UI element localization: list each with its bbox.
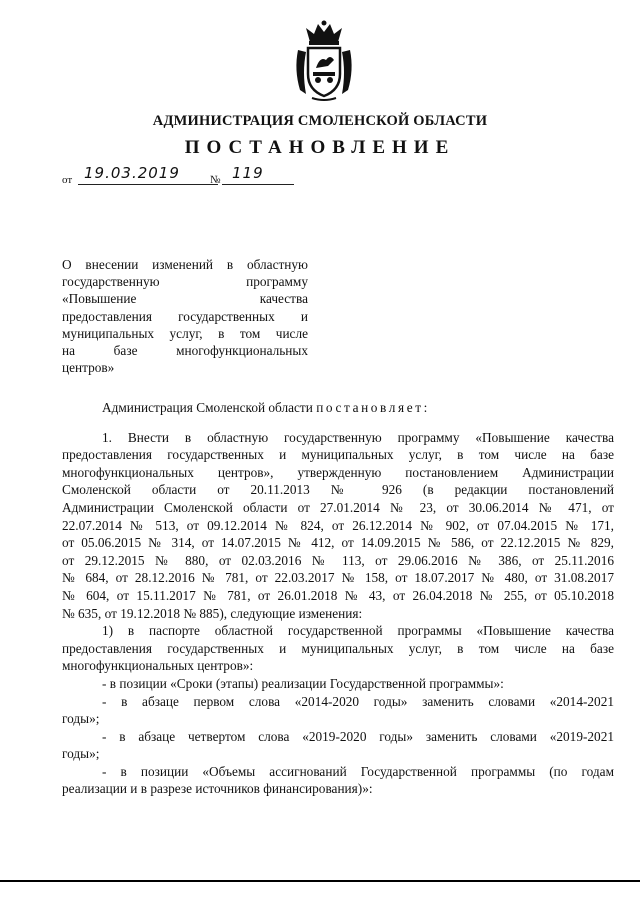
body-line: Смоленской области от 20.11.2013 № 926 (в редакции постановлений bbox=[62, 482, 614, 498]
coat-of-arms-emblem bbox=[292, 20, 356, 102]
body-line: годы»; bbox=[62, 711, 100, 727]
body-line: предоставления государственных и муниципальных услуг, в том числе на базе bbox=[62, 640, 614, 656]
body-line: - в позиции «Объемы ассигнований Государственной программы (по годам bbox=[102, 763, 614, 779]
body-line: № 635, от 19.12.2018 № 885), следующие изменения: bbox=[62, 605, 363, 621]
intro-verb: постановляет: bbox=[316, 400, 430, 415]
body-line: многофункциональных центров», утвержденную постановлением Администрации bbox=[62, 464, 614, 480]
body-line: годы»; bbox=[62, 746, 100, 762]
footer-rule bbox=[0, 880, 640, 882]
body-line: 1) в паспорте областной государственной программы «Повышение качества bbox=[102, 623, 614, 639]
document-subject bbox=[62, 256, 308, 376]
body-line: от 05.06.2015 № 314, от 14.07.2015 № 412, от 14.09.2015 № 586, от 22.12.2015 № 829, bbox=[62, 535, 614, 551]
subject-line: центров» bbox=[62, 360, 115, 376]
subject-line: на базе многофункциональных bbox=[62, 343, 308, 359]
subject-line: государственную программу bbox=[62, 274, 308, 290]
subject-line: «Повышение качества bbox=[62, 291, 308, 307]
body-line: № 684, от 28.12.2016 № 781, от 22.03.2017 № 158, от 18.07.2017 № 480, от 31.08.2017 bbox=[62, 570, 614, 586]
body-line: реализации и в разрезе источников финансирования)»: bbox=[62, 781, 373, 797]
date-value: 19.03.2019 bbox=[84, 164, 180, 182]
body-line: Администрации Смоленской области от 27.01.2014 № 23, от 30.06.2014 № 471, от bbox=[62, 499, 614, 515]
body-line: 1. Внести в областную государственную программу «Повышение качества bbox=[102, 429, 614, 445]
number-underline bbox=[222, 184, 294, 185]
organization-name: АДМИНИСТРАЦИЯ СМОЛЕНСКОЙ ОБЛАСТИ bbox=[152, 113, 488, 129]
intro-prefix: Администрация Смоленской области bbox=[102, 400, 313, 415]
date-label: от bbox=[62, 174, 73, 186]
body-line: предоставления государственных и муниципальных услуг, в том числе на базе bbox=[62, 447, 614, 463]
document-body bbox=[62, 399, 614, 798]
subject-line: предоставления государственных и bbox=[62, 308, 308, 324]
body-line: от 29.12.2015 № 880, от 02.03.2016 № 113, от 29.06.2016 № 386, от 25.11.2016 bbox=[62, 552, 614, 568]
number-value: 119 bbox=[232, 164, 264, 182]
subject-line: муниципальных услуг, в том числе bbox=[62, 325, 308, 341]
body-line: 22.07.2014 № 513, от 09.12.2014 № 824, от 26.12.2014 № 902, от 07.04.2015 № 171, bbox=[62, 517, 614, 533]
body-line: № 604, от 15.11.2017 № 781, от 26.01.2018 № 43, от 26.04.2018 № 255, от 05.10.2018 bbox=[62, 587, 614, 603]
body-line: - в абзаце первом слова «2014-2020 годы» заменить словами «2014-2021 bbox=[102, 693, 614, 709]
subject-line: О внесении изменений в областную bbox=[62, 257, 308, 272]
document-type-title: ПОСТАНОВЛЕНИЕ bbox=[184, 137, 456, 158]
resolution-intro bbox=[62, 399, 614, 417]
date-underline bbox=[78, 184, 218, 185]
body-line: - в позиции «Сроки (этапы) реализации Государственной программы»: bbox=[102, 675, 504, 691]
body-line: - в абзаце четвертом слова «2019-2020 годы» заменить словами «2019-2021 bbox=[102, 728, 614, 744]
body-line: многофункциональных центров»: bbox=[62, 658, 254, 674]
number-label: № bbox=[210, 174, 221, 186]
